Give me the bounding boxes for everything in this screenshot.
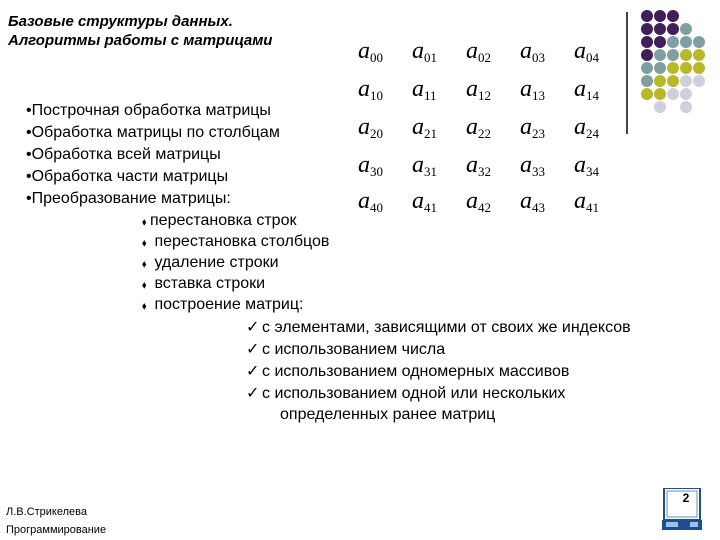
decor-dot (641, 36, 653, 48)
diamond-bullet-icon: ⬧ (142, 280, 147, 291)
decor-dot (641, 62, 653, 74)
diamond-bullet-icon: ⬧ (142, 301, 147, 312)
matrix-cell: $a_{30}$ (358, 152, 383, 179)
diamond-bullet-icon: ⬧ (142, 259, 147, 270)
check-item-continuation: определенных ранее матриц (280, 406, 496, 423)
bullet-transform: •Преобразование матрицы: (26, 190, 231, 207)
decor-dot (654, 62, 666, 74)
decor-dot (654, 88, 666, 100)
matrix-cell: $a_{21}$ (412, 114, 437, 141)
checkmark-icon: ✓ (246, 363, 260, 380)
decor-dot (680, 101, 692, 113)
sub-bullet-swap-rows: ⬧ перестановка строк (142, 210, 296, 233)
decor-dot (641, 23, 653, 35)
matrix-cell: $a_{00}$ (358, 38, 383, 65)
matrix-cell: $a_{02}$ (466, 38, 491, 65)
checkmark-icon: ✓ (246, 319, 260, 336)
decor-dot (693, 75, 705, 87)
decor-dot (667, 10, 679, 22)
matrix-cell: $a_{13}$ (520, 76, 545, 103)
decor-dot (693, 36, 705, 48)
matrix-cell: $a_{31}$ (412, 152, 437, 179)
decor-dot (667, 23, 679, 35)
check-item-1d-arrays: ✓ с использованием одномерных массивов (246, 361, 569, 383)
matrix-cell: $a_{41}$ (412, 188, 437, 215)
sub-bullet-build-matrices: ⬧ построение матриц: (142, 294, 303, 317)
vertical-divider (626, 12, 628, 134)
decor-dot (654, 10, 666, 22)
decor-dot (693, 62, 705, 74)
matrix-cell: $a_{11}$ (412, 76, 437, 103)
decor-dot (667, 75, 679, 87)
decor-dot (680, 75, 692, 87)
decor-dot (667, 62, 679, 74)
check-item-index-dependent: ✓ с элементами, зависящими от своих же индексов (246, 317, 631, 339)
matrix-cell: $a_{10}$ (358, 76, 383, 103)
footer-author: Л.В.Стрикелева (6, 506, 87, 518)
matrix-cell: $a_{01}$ (412, 38, 437, 65)
decor-dot (667, 88, 679, 100)
sub-bullet-delete-row: ⬧ удаление строки (142, 252, 279, 275)
page-number: 2 (682, 491, 690, 505)
decor-dot (667, 36, 679, 48)
matrix-cell: $a_{34}$ (574, 152, 599, 179)
matrix-cell: $a_{32}$ (466, 152, 491, 179)
sub-bullet-swap-cols: ⬧ перестановка столбцов (142, 231, 329, 254)
checkmark-icon: ✓ (246, 385, 260, 402)
footer-course: Программирование (6, 524, 107, 536)
diamond-bullet-icon: ⬧ (142, 238, 147, 249)
decor-dot (641, 49, 653, 61)
bullet-row-wise: •Построчная обработка матрицы (26, 102, 271, 119)
slide-title (8, 12, 272, 50)
matrix-cell: $a_{41}$ (574, 188, 599, 215)
sub-bullet-insert-row: ⬧ вставка строки (142, 273, 265, 296)
matrix-cell: $a_{42}$ (466, 188, 491, 215)
decor-dot (680, 23, 692, 35)
decor-dot (654, 36, 666, 48)
decor-dot (680, 62, 692, 74)
decor-dot (641, 10, 653, 22)
bullet-column-wise: •Обработка матрицы по столбцам (26, 124, 280, 141)
decor-dot (641, 88, 653, 100)
decor-dot (654, 75, 666, 87)
matrix-cell: $a_{20}$ (358, 114, 383, 141)
matrix-cell: $a_{12}$ (466, 76, 491, 103)
matrix-cell: $a_{03}$ (520, 38, 545, 65)
check-item-matrices: ✓ с использованием одной или нескольких (246, 383, 565, 405)
diamond-bullet-icon: ⬧ (142, 217, 147, 228)
matrix-cell: $a_{14}$ (574, 76, 599, 103)
bullet-whole-matrix: •Обработка всей матрицы (26, 146, 221, 163)
title-line-1: Базовые структуры данных. (8, 13, 233, 30)
matrix-cell: $a_{04}$ (574, 38, 599, 65)
decor-dot (654, 23, 666, 35)
check-item-number: ✓ с использованием числа (246, 339, 445, 361)
decor-dot (667, 49, 679, 61)
matrix-cell: $a_{22}$ (466, 114, 491, 141)
decor-dot (680, 36, 692, 48)
matrix-cell: $a_{43}$ (520, 188, 545, 215)
matrix-cell: $a_{40}$ (358, 188, 383, 215)
matrix-cell: $a_{24}$ (574, 114, 599, 141)
decor-dot (693, 49, 705, 61)
decorative-dot-grid (640, 10, 720, 120)
decor-dot (654, 49, 666, 61)
matrix-cell: $a_{23}$ (520, 114, 545, 141)
decor-dot (641, 75, 653, 87)
checkmark-icon: ✓ (246, 341, 260, 358)
decor-dot (654, 101, 666, 113)
decor-dot (680, 88, 692, 100)
matrix-cell: $a_{33}$ (520, 152, 545, 179)
bullet-part-matrix: •Обработка части матрицы (26, 168, 229, 185)
decor-dot (680, 49, 692, 61)
title-line-2: Алгоритмы работы с матрицами (8, 32, 273, 49)
